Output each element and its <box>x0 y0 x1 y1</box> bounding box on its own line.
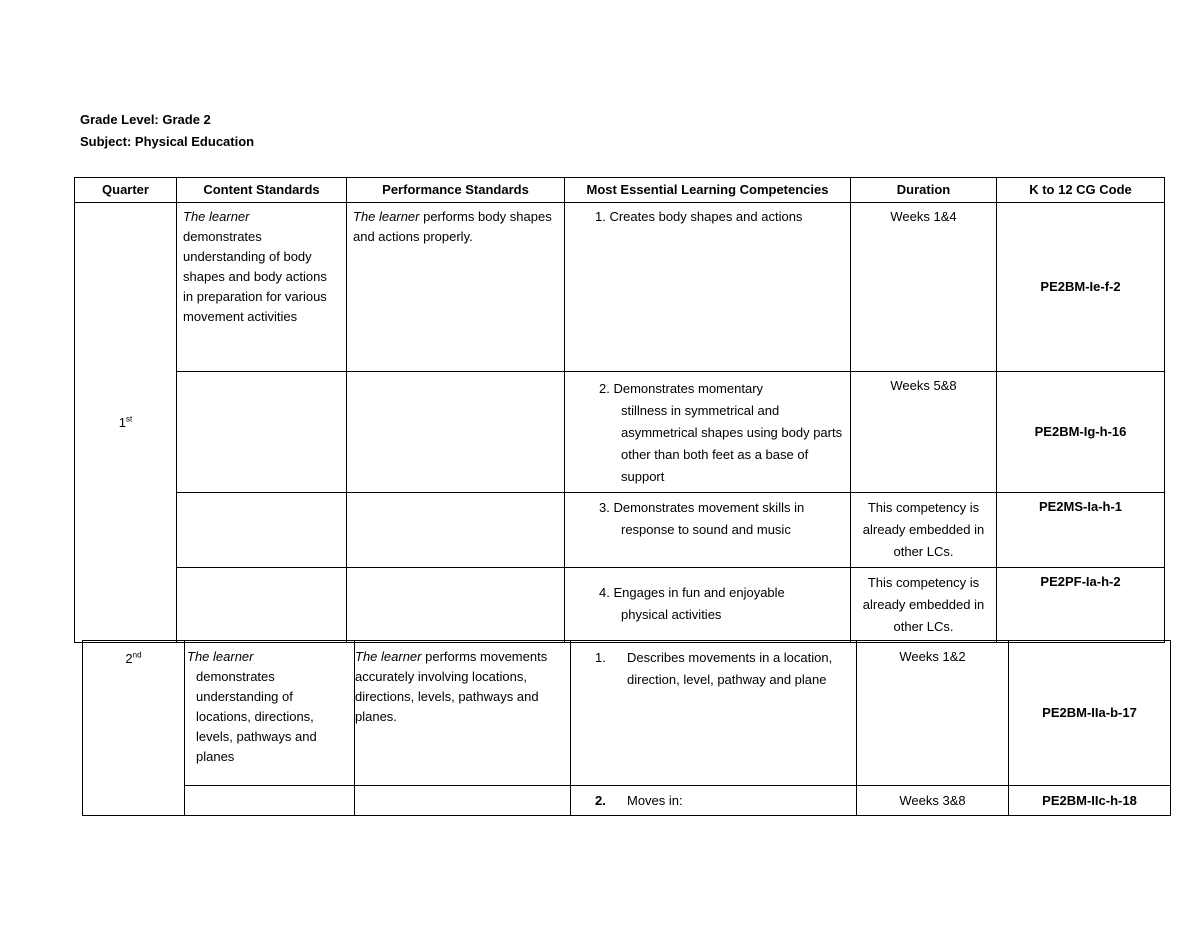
competency-text-cont: stillness in symmetrical and asymmetrical shapes using body parts other than both feet as a base of support <box>621 403 843 484</box>
cg-code: PE2BM-IIc-h-18 <box>1009 786 1171 816</box>
competency <box>565 568 851 643</box>
duration: Weeks 1&2 <box>857 641 1009 786</box>
competency-text: Demonstrates momentary <box>613 381 764 396</box>
cg-code: PE2BM-Ie-f-2 <box>997 203 1165 372</box>
empty-cell <box>177 493 347 568</box>
performance-standard <box>347 203 565 372</box>
table-header-row <box>75 178 1165 203</box>
duration: Weeks 5&8 <box>851 372 997 493</box>
empty-cell <box>347 372 565 493</box>
competency-number: 4. <box>599 585 610 600</box>
content-standard <box>177 203 347 372</box>
cg-code: PE2MS-Ia-h-1 <box>997 493 1165 568</box>
competency-number: 3. <box>599 500 610 515</box>
cg-code: PE2BM-IIa-b-17 <box>1009 641 1171 786</box>
empty-cell <box>185 786 355 816</box>
content-italic: The learner <box>183 209 250 224</box>
empty-cell <box>347 493 565 568</box>
quarter-2-table <box>82 640 1171 816</box>
duration: Weeks 1&4 <box>851 203 997 372</box>
col-cg-code: K to 12 CG Code <box>997 178 1165 203</box>
quarter-suffix: st <box>126 414 133 424</box>
cg-code: PE2BM-Ig-h-16 <box>997 372 1165 493</box>
col-duration: Duration <box>851 178 997 203</box>
quarter-1-table <box>74 177 1165 643</box>
cg-code: PE2PF-Ia-h-2 <box>997 568 1165 643</box>
quarter-number: 1 <box>118 414 126 430</box>
col-performance-standards: Performance Standards <box>347 178 565 203</box>
competency-number: 2. <box>595 792 606 808</box>
competency-number: 1. <box>595 650 606 665</box>
duration: This competency is already embedded in other LCs. <box>851 568 997 643</box>
duration: This competency is already embedded in other LCs. <box>851 493 997 568</box>
perf-text: performs body shapes and actions properly. <box>353 209 552 244</box>
table-row <box>75 372 1165 493</box>
table-row <box>83 786 1171 816</box>
content-text: demonstrates understanding of body shapes and body actions in preparation for various movement activities <box>183 229 327 324</box>
grade-level: Grade Level: Grade 2 <box>80 112 211 127</box>
competency-number: 2. <box>599 381 610 396</box>
table-row <box>75 493 1165 568</box>
quarter-cell <box>75 203 177 643</box>
perf-italic: The learner <box>353 209 420 224</box>
empty-cell <box>177 568 347 643</box>
competency-text: Demonstrates movement skills in <box>613 500 805 515</box>
empty-cell <box>355 786 571 816</box>
empty-cell <box>177 372 347 493</box>
competency <box>565 372 851 493</box>
perf-text: performs movements accurately involving locations, directions, levels, pathways and planes. <box>355 649 548 724</box>
quarter-number: 2 <box>125 651 133 666</box>
empty-cell <box>347 568 565 643</box>
quarter-cell <box>83 641 185 816</box>
perf-italic: The learner <box>355 649 422 664</box>
competency-text: Engages in fun and enjoyable <box>613 585 785 600</box>
col-content-standards: Content Standards <box>177 178 347 203</box>
competency <box>565 493 851 568</box>
content-standard <box>185 641 355 786</box>
performance-standard <box>355 641 571 786</box>
duration: Weeks 3&8 <box>857 786 1009 816</box>
table-row <box>75 568 1165 643</box>
competency-text: Describes movements in a location, direction, level, pathway and plane <box>627 650 833 687</box>
col-competencies: Most Essential Learning Competencies <box>565 178 851 203</box>
competency <box>565 203 851 372</box>
subject: Subject: Physical Education <box>80 134 255 149</box>
table-row <box>75 203 1165 372</box>
content-italic: The learner <box>187 649 254 664</box>
competency-number: 1. <box>595 209 606 224</box>
table-row <box>83 641 1171 786</box>
competency-text-cont: physical activities <box>621 607 722 622</box>
competency <box>571 786 857 816</box>
col-quarter: Quarter <box>75 178 177 203</box>
competency <box>571 641 857 786</box>
competency-text: Moves in: <box>627 792 683 808</box>
content-text: demonstrates understanding of locations, directions, levels, pathways and planes <box>196 669 317 764</box>
quarter-suffix: nd <box>132 650 142 660</box>
competency-text: Creates body shapes and actions <box>609 209 803 224</box>
competency-text-cont: response to sound and music <box>621 522 791 537</box>
